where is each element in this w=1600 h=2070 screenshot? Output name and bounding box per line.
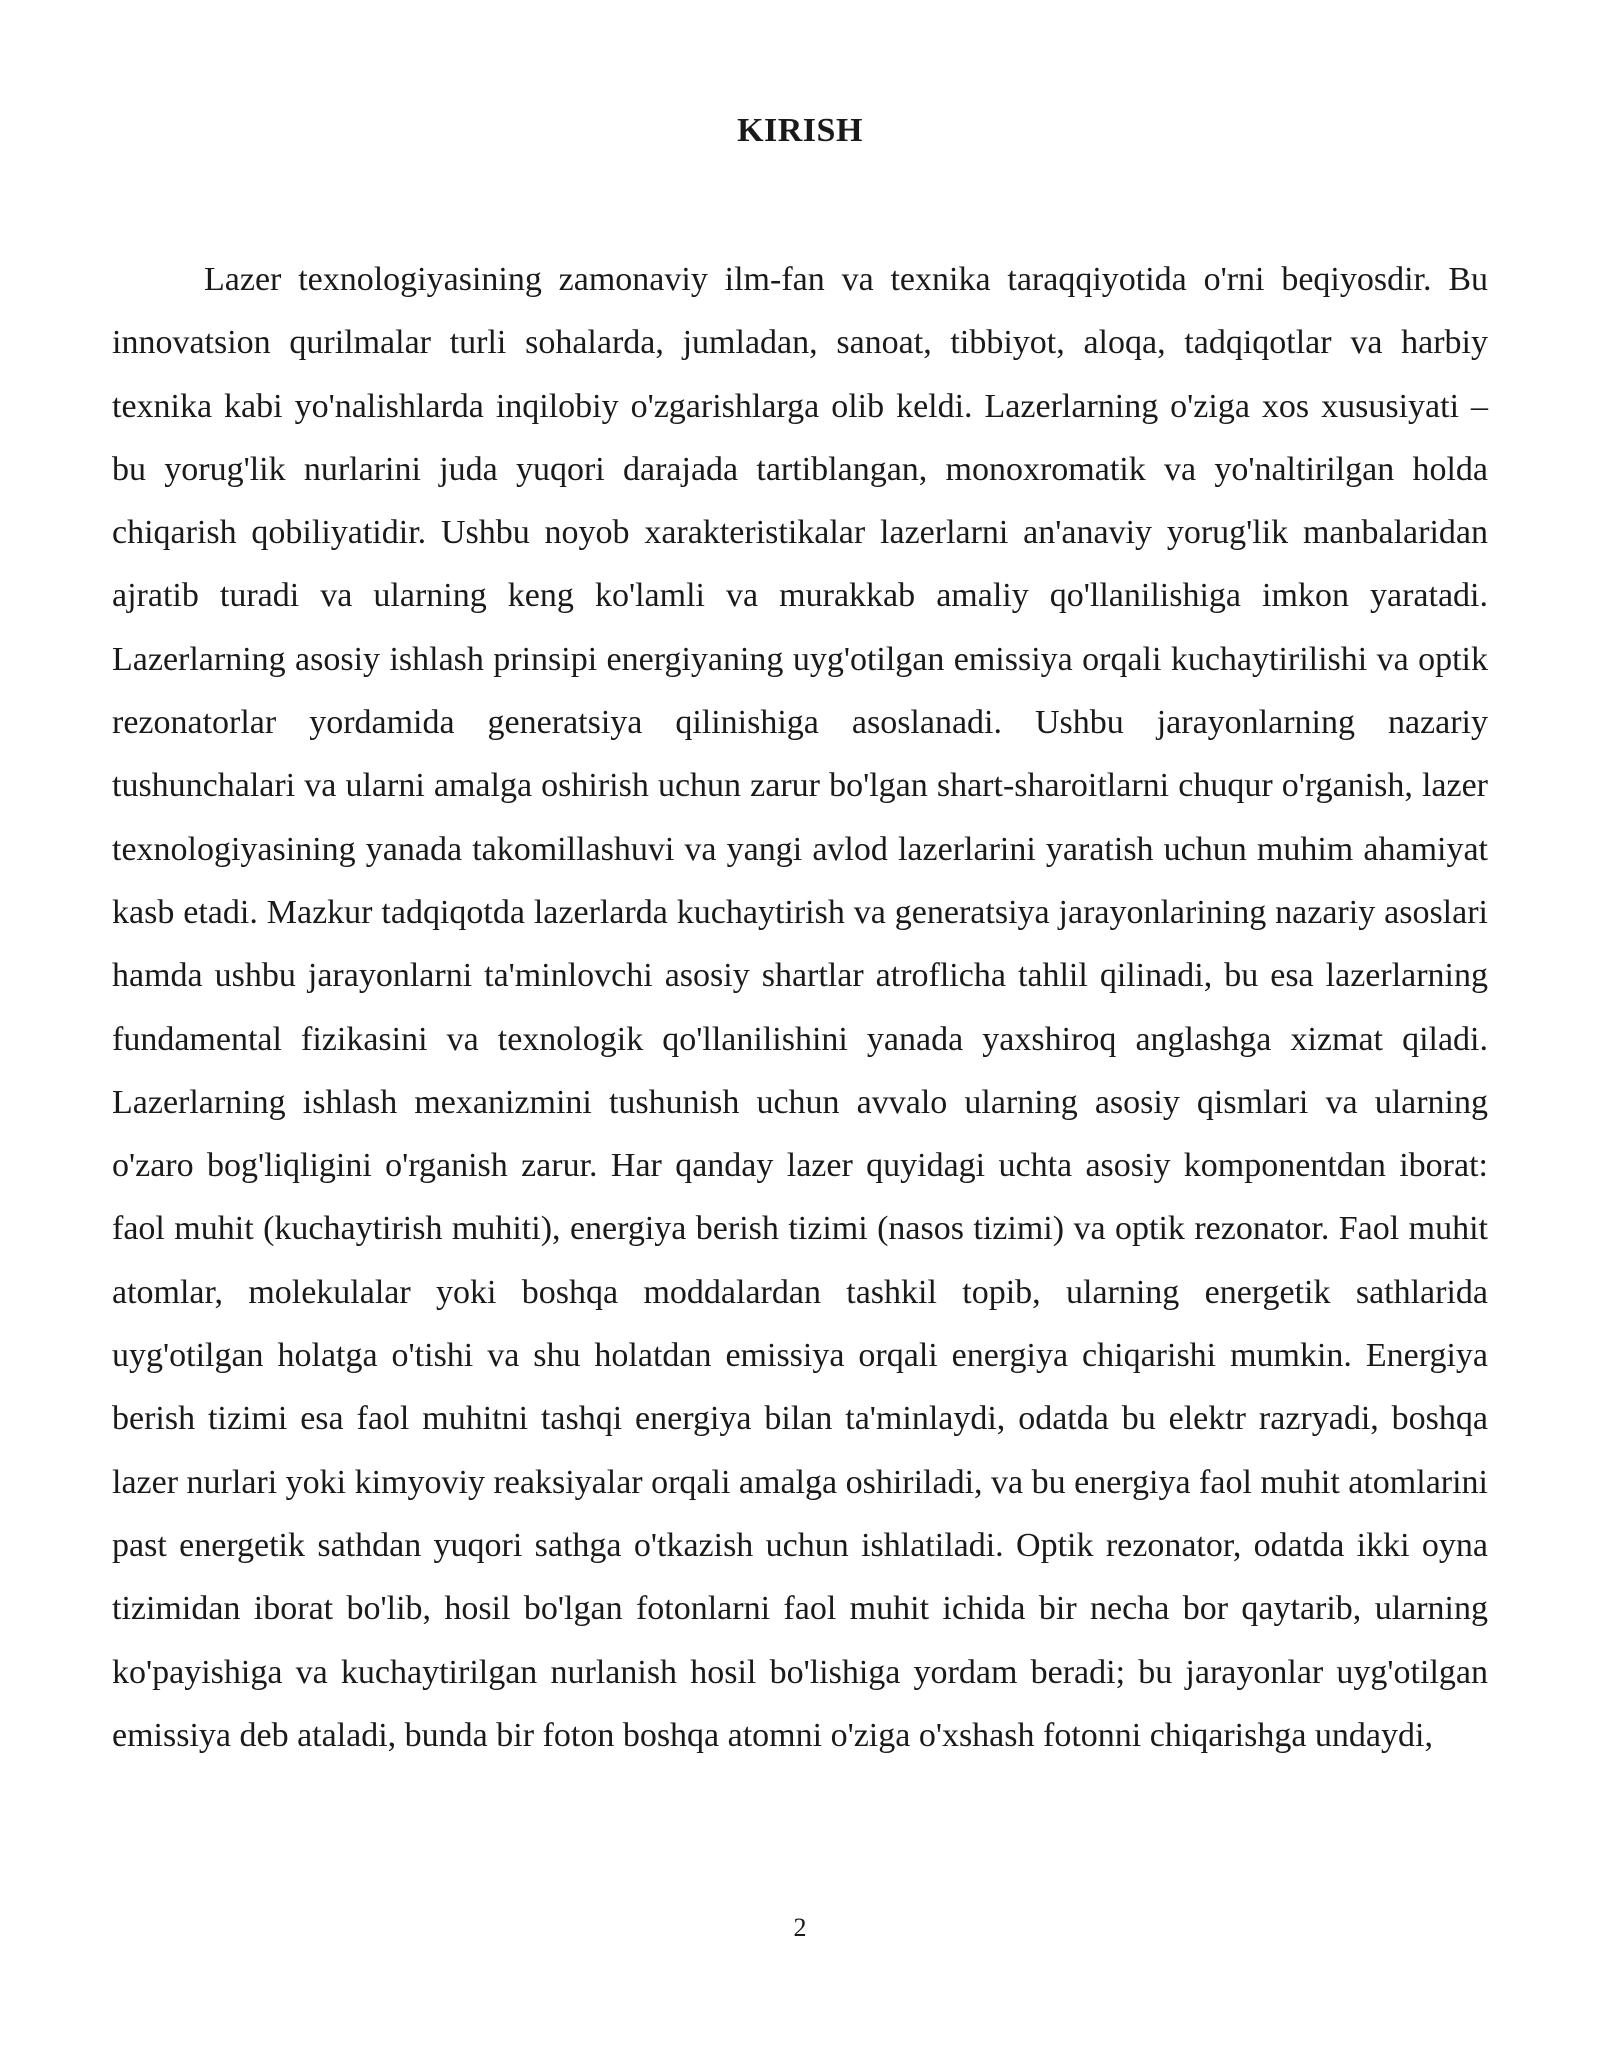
body-paragraph: Lazer texnologiyasining zamonaviy ilm-fan va texnika taraqqiyotida o'rni beqiyosdir. Bu innovatsion qurilmalar turli sohalarda, jumladan, sanoat, tibbiyot, aloqa, tadqiqotlar va harbiy texnika kabi yo'nalishlarda inqilobiy o'zgarishlarga olib keldi. Lazerlarning o'ziga xos xususiyati – bu yorug'lik nurlarini juda yuqori darajada tartiblangan, monoxromatik va yo'naltirilgan holda chiqarish qobiliyatidir. Ushbu noyob xarakteristikalar lazerlarni an'anaviy yorug'lik manbalaridan ajratib turadi va ularning keng ko'lamli va murakkab amaliy qo'llanilishiga imkon yaratadi. Lazerlarning asosiy ishlash prinsipi energiyaning uyg'otilgan emissiya orqali kuchaytirilishi va optik rezonatorlar yordamida generatsiya qilinishiga asoslanadi. Ushbu jarayonlarning nazariy tushunchalari va ularni amalga oshirish uchun zarur bo'lgan shart-sharoitlarni chuqur o'rganish, lazer texnologiyasining yanada takomillashuvi va yangi avlod lazerlarini yaratish uchun muhim ahamiyat kasb etadi. Mazkur tadqiqotda lazerlarda kuchaytirish va generatsiya jarayonlarining nazariy asoslari hamda ushbu jarayonlarni ta'minlovchi asosiy shartlar atroflicha tahlil qilinadi, bu esa lazerlarning fundamental fizikasini va texnologik qo'llanilishini yanada yaxshiroq anglashga xizmat qiladi. Lazerlarning ishlash mexanizmini tushunish uchun avvalo ularning asosiy qismlari va ularning o'zaro bog'liqligini o'rganish zarur. Har qanday lazer quyidagi uchta asosiy komponentdan iborat: faol muhit (kuchaytirish muhiti), energiya berish tizimi (nasos tizimi) va optik rezonator. Faol muhit atomlar, molekulalar yoki boshqa moddalardan tashkil topib, ularning energetik sathlarida uyg'otilgan holatga o'tishi va shu holatdan emissiya orqali energiya chiqarishi mumkin. Energiya berish tizimi esa faol muhitni tashqi energiya bilan ta'minlaydi, odatda bu elektr razryadi, boshqa lazer nurlari yoki kimyoviy reaksiyalar orqali amalga oshiriladi, va bu energiya faol muhit atomlarini past energetik sathdan yuqori sathga o'tkazish uchun ishlatiladi. Optik rezonator, odatda ikki oyna tizimidan iborat bo'lib, hosil bo'lgan fotonlarni faol muhit ichida bir necha bor qaytarib, ularning ko'payishiga va kuchaytirilgan nurlanish hosil bo'lishiga yordam beradi; bu jarayonlar uyg'otilgan emissiya deb ataladi, bunda bir foton boshqa atomni o'ziga o'xshash fotonni chiqarishga undaydi, [112, 261, 1488, 1754]
page-title: KIRISH [737, 112, 863, 149]
page-number: 2 [793, 1913, 807, 1942]
